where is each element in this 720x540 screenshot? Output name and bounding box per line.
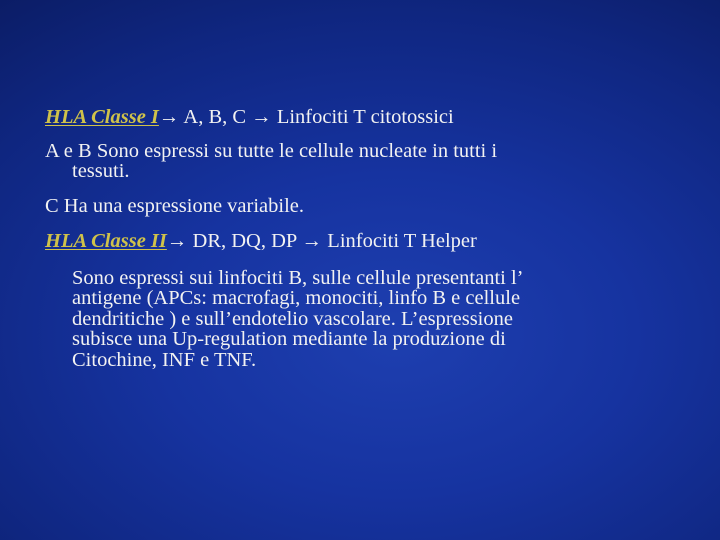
class2-details <box>45 268 685 371</box>
slide-body <box>45 107 685 370</box>
class2-detail-line: subisce una Up-regulation mediante la produzione di <box>72 328 506 350</box>
class1-heading: HLA Classe I <box>45 106 159 128</box>
class2-line <box>45 231 685 252</box>
class1-ab-line1: A e B Sono espressi su tutte le cellule nucleate in tutti i <box>45 139 498 162</box>
class1-ab-line2: tessuti. <box>72 160 130 182</box>
class2-description: → DR, DQ, DP → Linfociti T Helper <box>166 230 477 252</box>
class2-detail-line: antigene (APCs: macrofagi, monociti, linfo B e cellule <box>72 287 521 309</box>
class2-heading: HLA Classe II <box>45 230 167 252</box>
class2-detail-line: Sono espressi sui linfociti B, sulle cellule presentanti l’ <box>72 266 524 289</box>
class2-detail-line: dendritiche ) e sull’endotelio vascolare. L’espressione <box>72 307 513 330</box>
class1-line <box>45 107 685 128</box>
class1-c-line: C Ha una espressione variabile. <box>45 194 305 217</box>
class1-description: → A, B, C → Linfociti T citotossici <box>158 106 454 128</box>
class1-ab-paragraph <box>45 141 685 182</box>
class2-detail-line: Citochine, INF e TNF. <box>72 348 257 371</box>
